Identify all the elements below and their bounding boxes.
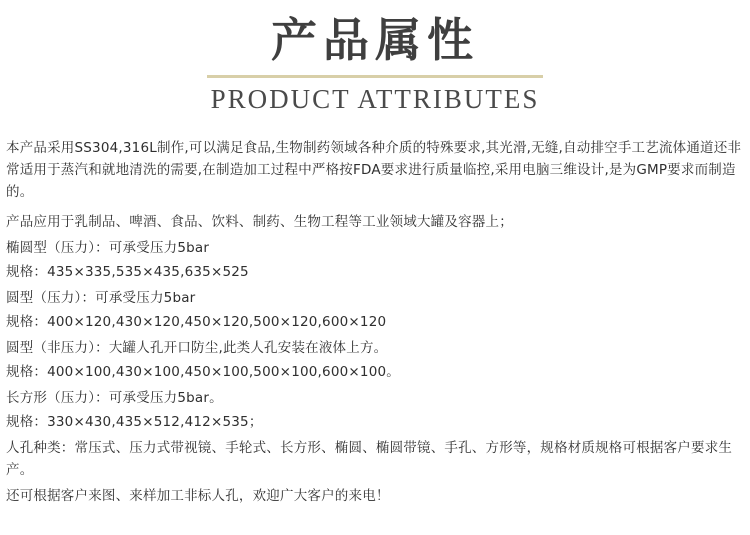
- paragraph-oval-pressure-specs: 规格：435×335,535×435,635×525: [6, 263, 249, 280]
- paragraph-intro: 本产品采用SS304,316L制作,可以满足食品,生物制药领域各种介质的特殊要求,其光滑,无缝,自动排空手工艺流体通道还非常适用于蒸汽和就地清洗的需要,在制造加工过程中严格按FDA要求进行质量临控,采用电脑三维设计,是为GMP要求而制造的。: [6, 139, 742, 200]
- paragraph-round-nonpressure: 圆型（非压力）：大罐人孔开口防尘,此类人孔安装在液体上方。: [6, 339, 388, 356]
- paragraph-round-nonpressure-specs: 规格：400×100,430×100,450×100,500×100,600×100。: [6, 363, 400, 380]
- page-header: [0, 0, 750, 115]
- paragraph-applications: 产品应用于乳制品、啤酒、食品、饮料、制药、生物工程等工业领域大罐及容器上；: [6, 213, 513, 230]
- content-body: [0, 115, 750, 507]
- paragraph-rectangular-pressure: 长方形（压力）：可承受压力5bar。: [6, 389, 223, 406]
- page-subtitle: PRODUCT ATTRIBUTES: [210, 83, 540, 114]
- paragraph-custom-order: 还可根据客户来图、来样加工非标人孔，欢迎广大客户的来电！: [6, 487, 390, 504]
- paragraph-manhole-types: 人孔种类：常压式、压力式带视镜、手轮式、长方形、椭圆、椭圆带镜、手孔、方形等，规格材质规格可根据客户要求生产。: [6, 439, 733, 478]
- page-title: 产品属性: [271, 13, 479, 67]
- paragraph-rectangular-pressure-specs: 规格：330×430,435×512,412×535；: [6, 413, 263, 430]
- paragraph-round-pressure: 圆型（压力）：可承受压力5bar: [6, 289, 196, 306]
- title-divider: [207, 75, 543, 78]
- paragraph-oval-pressure: 椭圆型（压力）：可承受压力5bar: [6, 239, 210, 256]
- paragraph-round-pressure-specs: 规格：400×120,430×120,450×120,500×120,600×120: [6, 313, 387, 330]
